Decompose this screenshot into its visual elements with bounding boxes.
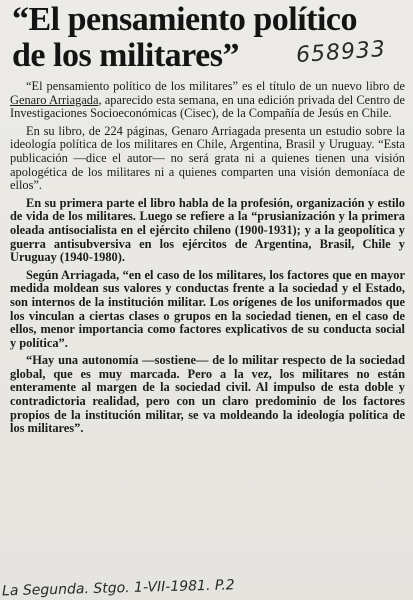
paragraph-4: Según Arriagada, “en el caso de los militares, los factores que en mayor medida moldean sus valores y conductas frente a la sociedad y el Estado, son internos de la institución militar. Los orígenes de los uniformados que los vinculan a ciertas clases o grupos en la sociedad tienen, en el caso de ellos, menor importancia como factores explicativos de su conducta social y política”.	[10, 267, 405, 350]
paragraph-1-intro: “El pensamiento político de los militares” es el título de un nuevo libro de	[26, 79, 405, 93]
headline-line-2: de los militares”	[12, 37, 239, 74]
author-name: Genaro Arriagada	[10, 92, 99, 107]
handwritten-source-note: La Segunda. Stgo. 1-VII-1981. P.2	[1, 577, 235, 600]
paragraph-1	[10, 80, 405, 121]
handwritten-reference-number: 658933	[295, 36, 387, 69]
paragraph-5: “Hay una autonomía —sostiene— de lo militar respecto de la sociedad global, que es muy marcada. Pero a la vez, los militares no están enteramente al margen de la sociedad civil. Al impulso de esta doble y contradictoria realidad, pero con un claro predominio de los factores propios de la institución militar, se va moldeando la ideología política de los militares”.	[10, 353, 405, 436]
paragraph-3: En su primera parte el libro habla de la profesión, organización y estilo de vida de los militares. Luego se refiere a la “prusianización y la primera oleada antisocialista en el ejército chileno (1900-1931); y a la geopolítica y guerra antisubversiva en los ejércitos de Argentina, Brasil, Chile y Uruguay (1940-1980).	[10, 195, 405, 265]
article-body	[10, 80, 405, 440]
headline-line-1: “El pensamiento político	[12, 1, 358, 38]
paragraph-2: En su libro, de 224 páginas, Genaro Arriagada presenta un estudio sobre la ideología política de los militares en Chile, Argentina, Brasil y Uruguay. “Esta publicación —dice el autor— no será grata ni a quienes tienen una visión apologética de los militares ni a quienes comparten una visión demoníaca de ellos”.	[10, 123, 405, 193]
paragraph-1-rest: , aparecido esta semana, en una edición privada del Centro de Investigaciones Socioeconómicas (Cisec), de la Compañía de Jesús en Chile.	[10, 92, 405, 121]
